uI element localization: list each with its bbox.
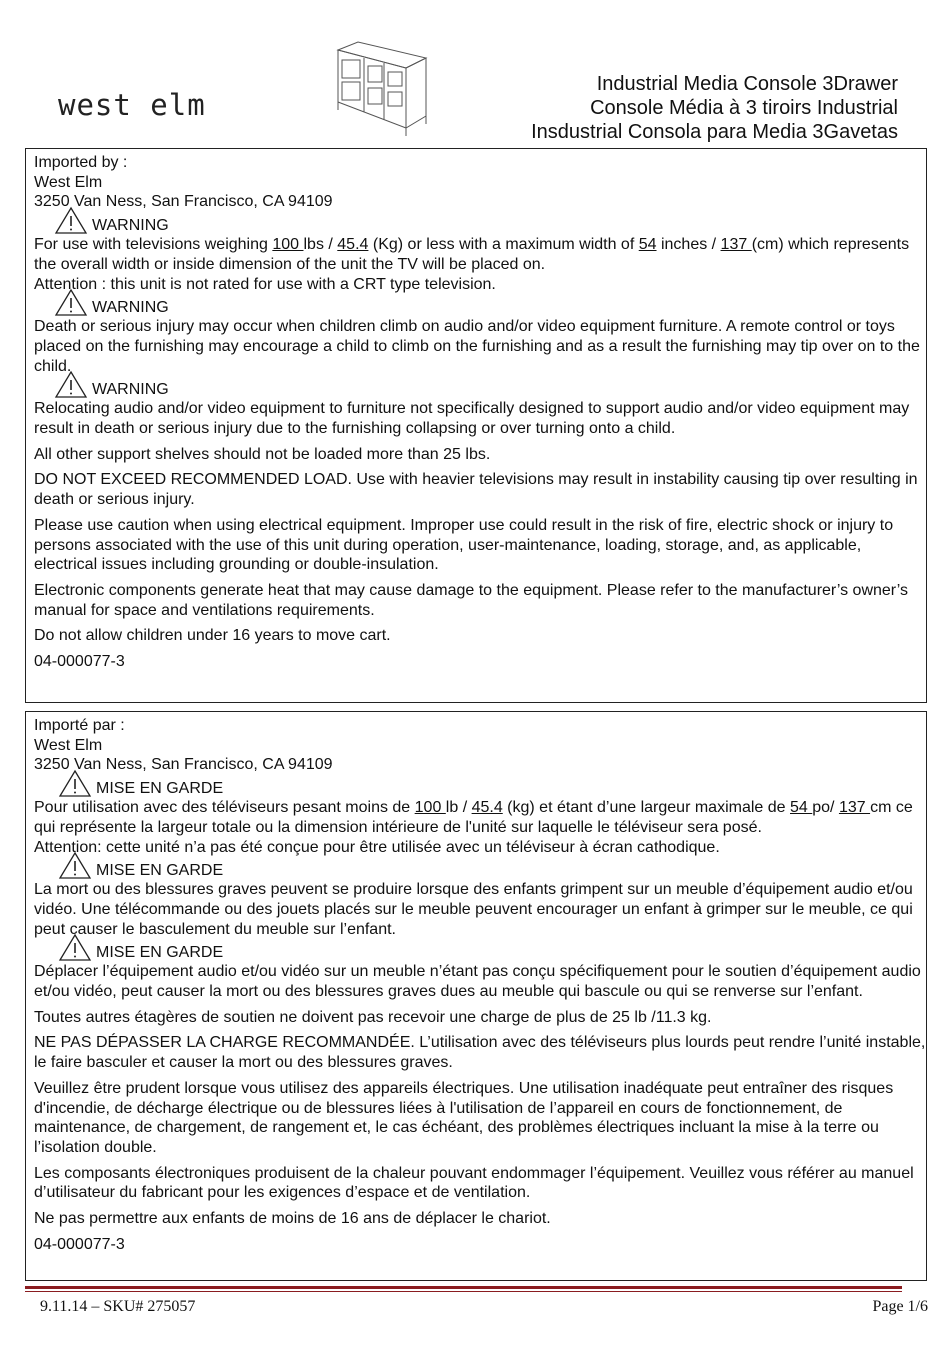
company-address: 3250 Van Ness, San Francisco, CA 94109: [34, 193, 333, 211]
brand-logo: west elm: [58, 88, 206, 122]
warning-heading: WARNING: [54, 294, 926, 317]
product-titles: [531, 72, 898, 144]
exceed-load-text: DO NOT EXCEED RECOMMENDED LOAD. Use with heavier televisions may result in instability causing tip over resulting in death or serious injury.: [34, 471, 918, 509]
title-french: Console Média à 3 tiroirs Industrial: [590, 97, 898, 119]
warning-heading: WARNING: [54, 376, 926, 399]
warning-triangle-icon: [58, 851, 92, 880]
children-notice-text: Ne pas permettre aux enfants de moins de 16 ans de déplacer le chariot.: [34, 1210, 551, 1228]
warning-heading: MISE EN GARDE: [58, 775, 926, 798]
warning-triangle-icon: [54, 206, 88, 235]
company-name: West Elm: [34, 736, 103, 754]
heat-notice-text: Les composants électroniques produisent de la chaleur pouvant endommager l’équipement. Veuillez vous référer au manuel d’utilisateur du fabricant pour les exigences d’espace et de ventilation.: [34, 1164, 914, 1202]
electrical-caution-text: Veuillez être prudent lorsque vous utilisez des appareils électriques. Une utilisation inadéquate peut entraîner des risques d'incendie, de décharge électrique ou de blessures liées à l'utilisation de l’appareil en cours de fonctionnement, de maintenance, de chargement, de rangement et, le cas échéant, des problèmes électriques incluant la mise à la terre ou l’isolation double.: [34, 1079, 894, 1156]
imported-by-label: Imported by :: [34, 154, 128, 171]
crt-notice: Attention: cette unité n’a pas été conçue pour être utilisée avec un téléviseur à écran cathodique.: [34, 838, 720, 856]
warning-heading: WARNING: [54, 212, 926, 235]
warning-triangle-icon: [58, 769, 92, 798]
warning-heading: MISE EN GARDE: [58, 857, 926, 880]
warning-triangle-icon: [58, 933, 92, 962]
shelves-load-text: All other support shelves should not be loaded more than 25 lbs.: [34, 445, 491, 463]
footer-divider-thin: [25, 1291, 902, 1292]
title-spanish: Insdustrial Consola para Media 3Gavetas: [531, 121, 898, 143]
document-code: 04-000077-3: [34, 1235, 125, 1253]
document-code: 04-000077-3: [34, 653, 125, 671]
children-notice-text: Do not allow children under 16 years to move cart.: [34, 627, 391, 645]
electrical-caution-text: Please use caution when using electrical equipment. Improper use could result in the risk of fire, electric shock or injury to persons associated with the use of this unit during operation, user-maintenance, loading, storage, and, as applicable, electrical issues including grounding or double-insulation.: [34, 516, 894, 574]
french-warning-box: [25, 711, 927, 1281]
climb-warning-text: Death or serious injury may occur when children climb on audio and/or video equipment furniture. A remote control or toys placed on the furnishing may encourage a child to climb on the furnishing and as a result the furnishing may tip over on to the child.: [34, 318, 920, 375]
heat-notice-text: Electronic components generate heat that may cause damage to the equipment. Please refer to the manufacturer’s owner’s manual for space and ventilations requirements.: [34, 581, 908, 619]
shelves-load-text: Toutes autres étagères de soutien ne doivent pas recevoir une charge de plus de 25 lb /11.3 kg.: [34, 1008, 712, 1026]
relocate-warning-text: Relocating audio and/or video equipment to furniture not specifically designed to support audio and/or video equipment may result in death or serious injury due to the furnishing collapsing or over turning onto a child.: [34, 400, 910, 438]
footer-date-sku: 9.11.14 – SKU# 275057: [40, 1298, 196, 1315]
english-warning-box: [25, 148, 927, 703]
exceed-load-text: NE PAS DÉPASSER LA CHARGE RECOMMANDÉE. L’utilisation avec des téléviseurs plus lourds peut rendre l’unité instable, le faire basculer et causer la mort ou des blessures graves.: [34, 1034, 926, 1072]
page-number: Page 1/6: [872, 1298, 928, 1315]
company-name: West Elm: [34, 173, 103, 191]
warning-triangle-icon: [54, 288, 88, 317]
imported-by-label: Importé par :: [34, 717, 125, 734]
crt-notice: Attention : this unit is not rated for use with a CRT type television.: [34, 275, 496, 293]
title-english: Industrial Media Console 3Drawer: [596, 73, 898, 95]
warning-triangle-icon: [54, 370, 88, 399]
footer-divider: [25, 1286, 902, 1289]
media-console-illustration: [318, 40, 428, 140]
tv-weight-text: For use with televisions weighing 100 lbs / 45.4 (Kg) or less with a maximum width of 54 inches / 137 (cm) which represents the overall width or inside dimension of the unit the TV will be placed on.: [34, 236, 910, 273]
warning-heading: MISE EN GARDE: [58, 939, 926, 962]
tv-weight-text: Pour utilisation avec des téléviseurs pesant moins de 100 lb / 45.4 (kg) et étant d’une largeur maximale de 54 po/ 137 cm ce qui représente la largeur totale ou la dimension intérieure de l'unité sur laquelle le téléviseur sera posé.: [34, 799, 913, 836]
relocate-warning-text: Déplacer l’équipement audio et/ou vidéo sur un meuble n’étant pas conçu spécifiquement pour le soutien d’équipement audio et/ou vidéo, peut causer la mort ou des blessures graves dues au meuble qui bascule ou qui se renverse sur l’enfant.: [34, 963, 921, 1001]
company-address: 3250 Van Ness, San Francisco, CA 94109: [34, 756, 333, 774]
climb-warning-text: La mort ou des blessures graves peuvent se produire lorsque des enfants grimpent sur un meuble d’équipement audio et/ou vidéo. Une télécommande ou des jouets placés sur le meuble peuvent encourager un enfant à grimper sur le meuble, ce qui peut causer le basculement du meuble sur l’enfant.: [34, 881, 913, 938]
